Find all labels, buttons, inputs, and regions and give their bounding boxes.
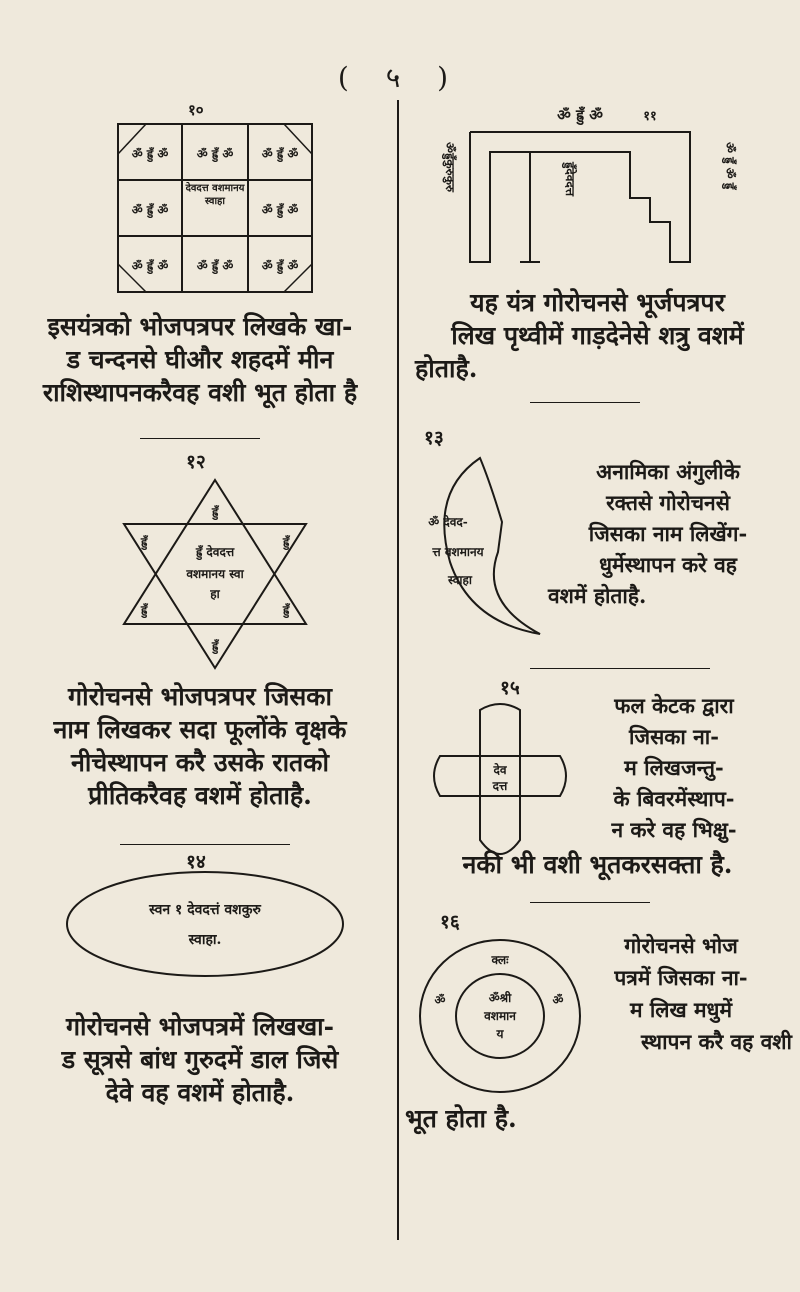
text-line: न करे वह भिक्षु- xyxy=(611,817,737,842)
yantra-top-label: ॐ ह्रुँ ॐ xyxy=(557,106,603,124)
grid-cell: ॐ ह्रुँ ॐ xyxy=(261,147,299,161)
ring-yantra-diagram xyxy=(412,932,587,1102)
section-rule xyxy=(140,438,260,439)
text-line: म लिख मधुमें xyxy=(629,997,733,1022)
section-number: १२ xyxy=(186,451,206,473)
section-text xyxy=(10,1010,390,1109)
ring-inner-text: वशमान xyxy=(484,1009,516,1023)
section-rule xyxy=(120,844,290,845)
grid-center-cell: देवदत्त वशमानय स्वाहा xyxy=(185,183,245,207)
text-line: गोरोचनसे भोजपत्रमें लिखखा- xyxy=(65,1012,335,1041)
section-number: १४ xyxy=(186,851,206,873)
star-point: ह्रुँ xyxy=(282,603,290,617)
ring-outer-text: ॐ xyxy=(434,993,446,1007)
text-line: के बिवरमेंस्थाप- xyxy=(613,786,735,811)
page-number: ( ५ ) xyxy=(337,61,463,94)
section-text xyxy=(10,310,390,409)
star-center-line: वशमानय स्वा xyxy=(186,567,244,581)
grid-cell: ॐ ह्रुँ ॐ xyxy=(131,203,169,217)
column-divider xyxy=(397,100,399,1240)
text-line: वशमें होताहै. xyxy=(548,583,647,608)
section-text xyxy=(548,456,788,611)
section-number: १५ xyxy=(500,677,520,699)
text-line: नाम लिखकर सदा फूलोंके वृक्षके xyxy=(53,715,347,744)
section-text xyxy=(556,690,792,845)
section-rule xyxy=(530,402,640,403)
section-text-line: स्थापन करै वह वशी xyxy=(640,1029,792,1054)
section-text-tail: नकी भी वशी भूतकरसक्ता है. xyxy=(462,850,733,879)
section-text xyxy=(570,930,792,1026)
text-line: गोरोचनसे भोज xyxy=(624,933,738,958)
star-point: ह्रुँ xyxy=(140,603,148,617)
text-line: फल केटक द्वारा xyxy=(614,693,734,718)
star-point: ह्रुँ xyxy=(211,639,219,653)
grid-cell: ॐ ह्रुँ ॐ xyxy=(196,147,234,161)
text-line: देवे वह वशमें होताहै. xyxy=(105,1078,295,1107)
text-line: ड चन्दनसे घीऔर शहदमें मीन xyxy=(66,345,334,374)
text-line: यह यंत्र गोरोचनसे भूर्जपत्रपर xyxy=(470,288,725,317)
grid-cell: ॐ ह्रुँ ॐ xyxy=(261,259,299,273)
text-line: प्रीतिकरैवह वशमें होताहै. xyxy=(88,781,312,810)
yantra-side-text: ॐ ह्रुँ ॐ ह्रुँ xyxy=(723,142,737,190)
text-line: अनामिका अंगुलीके xyxy=(596,459,740,484)
star-point: ह्रुँ xyxy=(211,505,219,519)
section-number: १३ xyxy=(424,427,444,449)
cross-text-line: देव xyxy=(493,763,507,777)
crescent-text-line: त्त वशमानय xyxy=(432,545,484,559)
yantra-middle-text: ह्रुँदेवदत्त xyxy=(563,162,577,197)
grid-cell: ॐ ह्रुँ ॐ xyxy=(261,203,299,217)
bracket-yantra-diagram xyxy=(430,102,770,282)
yantra-corner-number: ११ xyxy=(643,109,657,124)
ring-outer-text: ॐ xyxy=(552,993,564,1007)
yantra-grid-diagram xyxy=(110,118,320,298)
section-text xyxy=(405,286,790,385)
text-line: गोरोचनसे भोजपत्रपर जिसका xyxy=(68,682,332,711)
oval-text-line: स्वाहा. xyxy=(188,932,222,948)
grid-cell: ॐ ह्रुँ ॐ xyxy=(196,259,234,273)
grid-cell: ॐ ह्रुँ ॐ xyxy=(131,147,169,161)
section-text-tail: भूत होता है. xyxy=(405,1104,517,1133)
text-line: धुर्मेस्थापन करे वह xyxy=(599,552,737,577)
text-line: रक्तसे गोरोचनसे xyxy=(606,490,730,515)
text-line: पत्रमें जिसका ना- xyxy=(614,965,748,990)
text-line: म लिखजन्तु- xyxy=(624,755,724,780)
text-line: जिसका ना- xyxy=(629,724,719,749)
ring-inner-text: ॐश्री xyxy=(488,991,512,1005)
cross-text-line: दत्त xyxy=(492,779,508,793)
crescent-text-line: स्वाहा xyxy=(448,573,472,587)
section-number: १० xyxy=(188,101,204,119)
oval-text-line: स्वन १ देवदत्तं वशकुरु xyxy=(149,902,261,918)
text-line: राशिस्थापनकरैवह वशी भूत होता है xyxy=(42,378,358,407)
section-number: १६ xyxy=(440,911,460,933)
section-text xyxy=(10,680,390,812)
grid-cell: ॐ ह्रुँ ॐ xyxy=(131,259,169,273)
star-point: ह्रुँ xyxy=(282,535,290,549)
ring-inner-text: य xyxy=(496,1027,504,1041)
hexagram-yantra-diagram xyxy=(110,474,320,674)
crescent-yantra-diagram xyxy=(420,452,560,642)
section-rule xyxy=(530,668,710,669)
text-line: नीचेस्थापन करै उसके रातको xyxy=(71,748,329,777)
crescent-text-line: ॐ देवद- xyxy=(428,515,468,529)
text-line: इसयंत्रको भोजपत्रपर लिखके खा- xyxy=(47,312,353,341)
star-center-line: हा xyxy=(210,587,220,601)
text-line: लिख पृथ्वीमें गाड़देनेसे शत्रु वशमें xyxy=(451,321,744,350)
text-line: जिसका नाम लिखेंग- xyxy=(588,521,748,546)
star-point: ह्रुँ xyxy=(140,535,148,549)
text-line: ड सूत्रसे बांध गुरुदमें डाल जिसे xyxy=(61,1045,339,1074)
oval-yantra-diagram xyxy=(60,866,350,986)
section-rule xyxy=(530,902,650,903)
star-center-line: ह्रुँ देवदत्त xyxy=(195,545,235,559)
ring-outer-text: क्लः xyxy=(491,953,509,967)
yantra-side-text: ॐह्रुँकुरुकुरु xyxy=(443,142,457,193)
text-line: होताहै. xyxy=(415,354,478,383)
